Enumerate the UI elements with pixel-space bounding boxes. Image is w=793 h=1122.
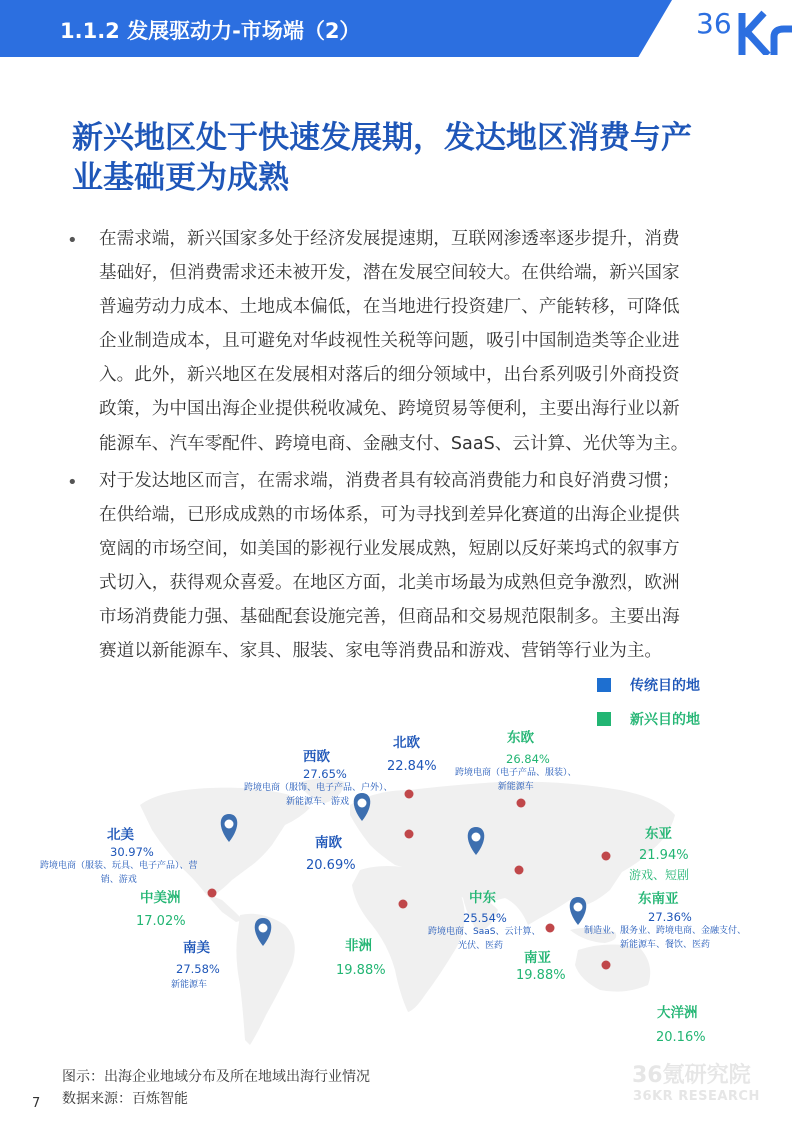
main-heading-line-2: 业基础更为成熟: [72, 160, 289, 196]
bullet-dot-1: •: [67, 230, 78, 251]
dot-north-europe: [405, 790, 414, 799]
region-name-west-europe: 西欧: [303, 749, 330, 765]
region-name-north-europe: 北欧: [393, 735, 420, 751]
region-pct-oceania: 20.16%: [656, 1030, 706, 1045]
region-desc-line: 销、游戏: [100, 875, 137, 885]
region-name-east-asia: 东亚: [645, 826, 672, 842]
dot-south-europe: [405, 830, 414, 839]
region-pct-west-europe: 27.65%: [303, 767, 347, 781]
section-title: 1.1.2 发展驱动力-市场端（2）: [60, 19, 361, 43]
pin-southeast-asia-icon: [570, 897, 587, 925]
region-desc-line: 跨境电商、SaaS、云计算、: [428, 927, 541, 937]
region-pct-southeast-asia: 27.36%: [648, 910, 692, 924]
region-desc-southeast-asia: [584, 924, 746, 952]
region-name-africa: 非洲: [345, 938, 372, 954]
region-desc-west-europe: [244, 781, 393, 809]
map-landmass: [140, 779, 675, 1046]
watermark-en: 36KR RESEARCH: [633, 1089, 760, 1104]
region-desc-line: 新能源车: [497, 782, 534, 792]
paragraph-line: 对于发达地区而言，在需求端，消费者具有较高消费能力和良好消费习惯；: [99, 471, 680, 491]
region-name-south-america: 南美: [183, 940, 210, 956]
bullet-dot-2: •: [67, 472, 78, 493]
paragraph-line: 能源车、汽车零配件、跨境电商、金融支付、SaaS、云计算、光伏等为主。: [99, 433, 689, 454]
region-desc-east-asia: 游戏、短剧: [629, 868, 690, 882]
region-desc-south-america: 新能源车: [171, 980, 208, 990]
region-pct-north-europe: 22.84%: [387, 759, 437, 774]
region-pct-east-europe: 26.84%: [506, 752, 550, 766]
region-pct-south-asia: 19.88%: [516, 968, 566, 983]
legend-swatch-traditional: [597, 678, 611, 692]
paragraph-line: 宽阔的市场空间，如美国的影视行业发展成熟，短剧以反好莱坞式的叙事方: [99, 539, 680, 560]
paragraph-line: 式切入，获得观众喜爱。在地区方面，北美市场最为成熟但竞争激烈，欧洲: [99, 573, 680, 594]
36kr-logo: [694, 3, 792, 55]
paragraph-line: 普遍劳动力成本、土地成本偏低，在当地进行投资建厂、产能转移，可降低: [99, 297, 680, 318]
paragraph-line: 基础好，但消费需求还未被开发，潜在发展空间较大。在供给端，新兴国家: [99, 263, 680, 284]
region-name-oceania: 大洋洲: [657, 1005, 698, 1021]
dot-africa: [399, 900, 408, 909]
region-pct-central-america: 17.02%: [136, 914, 186, 929]
region-pct-east-asia: 21.94%: [639, 848, 689, 863]
dot-middle-east: [515, 866, 524, 875]
paragraph-line: 企业制造成本，且可避免对华歧视性关税等问题，吸引中国制造类等企业进: [99, 331, 680, 352]
region-desc-line: 光伏、医药: [458, 941, 504, 951]
paragraph-line: 市场消费能力强、基础配套设施完善，但商品和交易规范限制多。主要出海: [99, 607, 680, 628]
region-name-middle-east: 中东: [469, 890, 496, 906]
paragraph-line: 政策，为中国出海企业提供税收减免、跨境贸易等便利，主要出海行业以新: [99, 399, 680, 420]
paragraph-developed: [99, 464, 729, 669]
region-desc-line: 跨境电商（电子产品、服装）、: [455, 768, 577, 778]
region-pct-north-america: 30.97%: [110, 845, 154, 859]
region-pct-middle-east: 25.54%: [463, 911, 507, 925]
region-desc-line: 跨境电商（服饰、电子产品、户外）、: [244, 783, 393, 793]
dot-south-asia: [546, 924, 555, 933]
watermark-cn: 36氪研究院: [632, 1063, 751, 1088]
dot-east-europe: [517, 799, 526, 808]
region-name-southeast-asia: 东南亚: [638, 891, 679, 907]
figure-caption: 图示：出海企业地域分布及所在地域出海行业情况: [62, 1069, 370, 1085]
paragraph-line: 赛道以新能源车、家具、服装、家电等消费品和游戏、营销等行业为主。: [99, 641, 663, 662]
main-heading-line-1: 新兴地区处于快速发展期，发达地区消费与产: [72, 120, 692, 156]
data-source: 数据来源：百炼智能: [62, 1091, 188, 1107]
paragraph-line: 在供给端，已形成成熟的市场体系，可为寻找到差异化赛道的出海企业提供: [99, 505, 680, 526]
region-name-north-america: 北美: [107, 827, 134, 843]
region-pct-africa: 19.88%: [336, 963, 386, 978]
region-desc-line: 制造业、服务业、跨境电商、金融支付、: [584, 926, 747, 936]
page-number: 7: [32, 1096, 41, 1111]
logo-36-text: 36: [696, 7, 732, 40]
region-pct-south-europe: 20.69%: [306, 858, 356, 873]
region-desc-east-europe: [455, 766, 577, 794]
region-name-south-asia: 南亚: [524, 950, 551, 966]
region-desc-line: 跨境电商（服装、玩具、电子产品）、营: [40, 861, 198, 871]
dot-east-asia: [602, 852, 611, 861]
region-desc-line: 新能源车、游戏: [286, 797, 350, 807]
region-name-central-america: 中美洲: [140, 890, 181, 906]
paragraph-emerging: [99, 222, 729, 461]
main-heading: [72, 118, 752, 198]
paragraph-line: 在需求端，新兴国家多处于经济发展提速期，互联网渗透率逐步提升，消费: [99, 229, 680, 249]
dot-central-america: [208, 889, 217, 898]
region-desc-north-america: [40, 859, 198, 887]
region-name-east-europe: 东欧: [507, 730, 534, 746]
dot-oceania: [602, 961, 611, 970]
legend-label-emerging: 新兴目的地: [630, 712, 700, 728]
legend-traditional: [597, 675, 700, 695]
region-desc-line: 新能源车、餐饮、医药: [620, 940, 711, 950]
landmass-central-america: [205, 893, 243, 922]
region-name-south-europe: 南欧: [315, 835, 342, 851]
paragraph-line: 入。此外，新兴地区在发展相对落后的细分领域中，出台系列吸引外商投资: [99, 365, 680, 386]
region-pct-south-america: 27.58%: [176, 962, 220, 976]
legend-label-traditional: 传统目的地: [630, 678, 700, 694]
